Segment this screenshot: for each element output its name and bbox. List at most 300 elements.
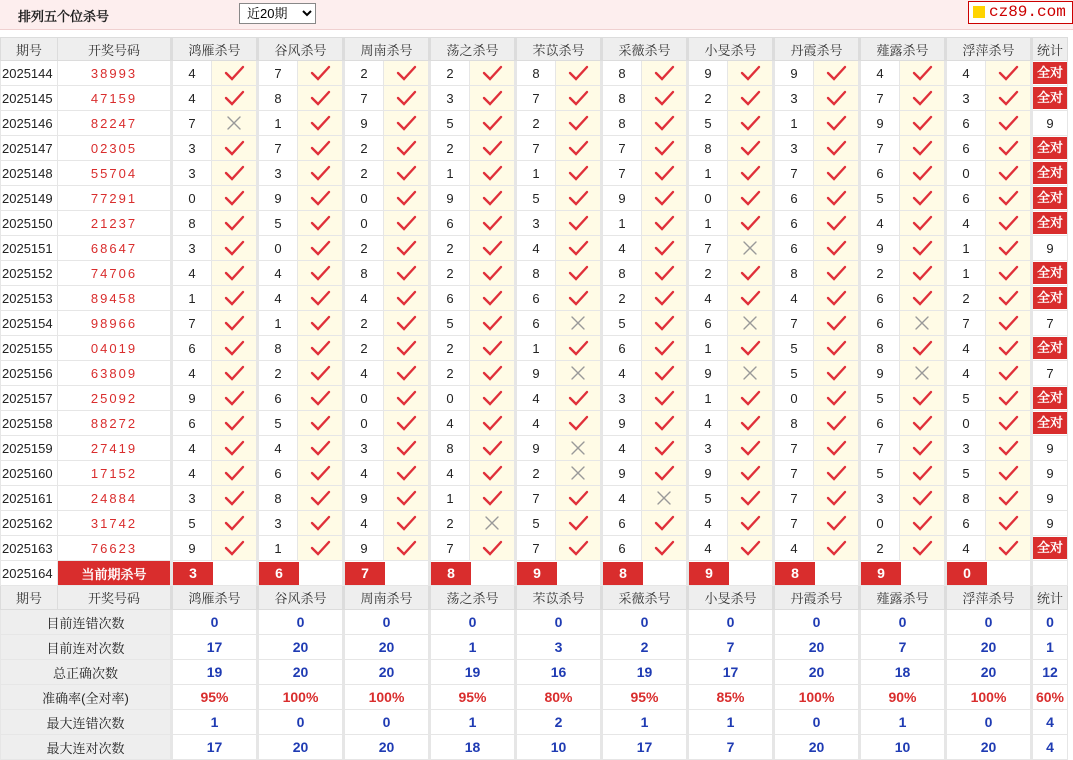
- kill-number: 4: [258, 286, 298, 311]
- result-mark: [470, 161, 516, 186]
- result-mark: [470, 311, 516, 336]
- result-mark: [814, 386, 860, 411]
- check-icon: [653, 514, 675, 532]
- check-icon: [739, 214, 761, 232]
- kill-number: 3: [860, 486, 900, 511]
- stat-cell: [1032, 111, 1068, 136]
- result-mark: [470, 211, 516, 236]
- summary-value: 0: [602, 610, 688, 635]
- check-icon: [997, 164, 1019, 182]
- header-expert: 鸿雁杀号: [172, 586, 258, 610]
- summary-row: [1, 660, 1068, 685]
- kill-number: 4: [172, 86, 212, 111]
- summary-value: 0: [860, 610, 946, 635]
- check-icon: [395, 439, 417, 457]
- result-mark: [556, 136, 602, 161]
- winning-number: 17152: [58, 461, 172, 486]
- stat-value: 9: [1046, 440, 1054, 456]
- result-mark: [900, 336, 946, 361]
- kill-number: 6: [774, 186, 814, 211]
- result-mark: [556, 286, 602, 311]
- summary-value: 16: [516, 660, 602, 685]
- kill-number: 4: [946, 336, 986, 361]
- check-icon: [223, 489, 245, 507]
- kill-number: 7: [774, 161, 814, 186]
- kill-number: 0: [344, 211, 384, 236]
- result-mark: [814, 486, 860, 511]
- check-icon: [567, 89, 589, 107]
- check-icon: [395, 139, 417, 157]
- check-icon: [825, 264, 847, 282]
- result-mark: [384, 311, 430, 336]
- kill-number: 7: [516, 536, 556, 561]
- check-icon: [911, 414, 933, 432]
- result-mark: [728, 236, 774, 261]
- kill-number: 6: [602, 511, 642, 536]
- kill-number: 4: [602, 486, 642, 511]
- cross-icon: [739, 314, 761, 332]
- kill-number: 0: [946, 411, 986, 436]
- check-icon: [309, 239, 331, 257]
- result-mark: [642, 361, 688, 386]
- check-icon: [997, 139, 1019, 157]
- result-mark: [556, 511, 602, 536]
- all-correct-badge: 全对: [1033, 137, 1067, 159]
- kill-number: 0: [688, 186, 728, 211]
- kill-number: 7: [774, 461, 814, 486]
- all-correct-badge: 全对: [1033, 162, 1067, 184]
- kill-number: 6: [172, 411, 212, 436]
- result-mark: [642, 311, 688, 336]
- summary-value: 85%: [688, 685, 774, 710]
- check-icon: [567, 114, 589, 132]
- check-icon: [567, 264, 589, 282]
- result-mark: [728, 161, 774, 186]
- result-mark: [212, 461, 258, 486]
- issue-number: 2025144: [1, 61, 58, 86]
- issue-number: 2025148: [1, 161, 58, 186]
- check-icon: [997, 464, 1019, 482]
- kill-number: 4: [172, 261, 212, 286]
- result-mark: [728, 361, 774, 386]
- check-icon: [481, 539, 503, 557]
- kill-number: 8: [516, 61, 556, 86]
- check-icon: [223, 364, 245, 382]
- kill-number: 2: [430, 511, 470, 536]
- summary-label: 最大连对次数: [1, 735, 172, 760]
- summary-row: [1, 735, 1068, 760]
- kill-number: 8: [602, 86, 642, 111]
- winning-number: 27419: [58, 436, 172, 461]
- result-mark: [900, 236, 946, 261]
- current-kill-number: 8: [603, 562, 643, 585]
- result-mark: [384, 211, 430, 236]
- kill-number: 2: [860, 536, 900, 561]
- result-mark: [556, 361, 602, 386]
- issue-number: 2025151: [1, 236, 58, 261]
- kill-number: 1: [688, 386, 728, 411]
- header-expert: 浮萍杀号: [946, 586, 1032, 610]
- kill-number: 6: [430, 286, 470, 311]
- result-mark: [298, 236, 344, 261]
- check-icon: [223, 64, 245, 82]
- result-mark: [212, 311, 258, 336]
- check-icon: [223, 539, 245, 557]
- result-mark: [900, 511, 946, 536]
- kill-number: 8: [258, 336, 298, 361]
- kill-number: 4: [774, 286, 814, 311]
- site-logo[interactable]: [968, 1, 1073, 24]
- issue-number: 2025155: [1, 336, 58, 361]
- result-mark: [642, 536, 688, 561]
- check-icon: [395, 164, 417, 182]
- stat-cell: [1032, 461, 1068, 486]
- check-icon: [223, 439, 245, 457]
- stat-cell: [1032, 286, 1068, 311]
- kill-number: 0: [258, 236, 298, 261]
- result-mark: [900, 136, 946, 161]
- summary-value: 0: [258, 610, 344, 635]
- check-icon: [739, 89, 761, 107]
- kill-number: 7: [344, 86, 384, 111]
- check-icon: [567, 539, 589, 557]
- stat-cell: [1032, 386, 1068, 411]
- stat-value: 9: [1046, 490, 1054, 506]
- result-mark: [556, 61, 602, 86]
- summary-value: 7: [860, 635, 946, 660]
- summary-value: 20: [344, 635, 430, 660]
- check-icon: [395, 389, 417, 407]
- kill-number: 5: [516, 186, 556, 211]
- header-expert: 小旻杀号: [688, 38, 774, 61]
- kill-number: 1: [172, 286, 212, 311]
- result-mark: [986, 236, 1032, 261]
- kill-number: 3: [602, 386, 642, 411]
- kill-number: 4: [774, 536, 814, 561]
- stat-cell: [1032, 61, 1068, 86]
- check-icon: [309, 539, 331, 557]
- kill-number: 6: [516, 286, 556, 311]
- check-icon: [739, 489, 761, 507]
- issue-number: 2025157: [1, 386, 58, 411]
- check-icon: [739, 264, 761, 282]
- kill-number: 4: [602, 236, 642, 261]
- table-row: [1, 161, 1068, 186]
- kill-number: 8: [258, 86, 298, 111]
- result-mark: [986, 311, 1032, 336]
- header-expert: 荡之杀号: [430, 586, 516, 610]
- summary-stat: 1: [1032, 635, 1068, 660]
- kill-number: 5: [258, 211, 298, 236]
- result-mark: [556, 436, 602, 461]
- stat-cell: [1032, 161, 1068, 186]
- result-mark: [384, 236, 430, 261]
- kill-number: 5: [430, 111, 470, 136]
- summary-value: 20: [946, 660, 1032, 685]
- result-mark: [814, 511, 860, 536]
- kill-number: 4: [172, 361, 212, 386]
- summary-value: 20: [946, 635, 1032, 660]
- check-icon: [739, 189, 761, 207]
- check-icon: [395, 239, 417, 257]
- kill-number: 4: [688, 536, 728, 561]
- kill-number: 7: [258, 136, 298, 161]
- result-mark: [986, 436, 1032, 461]
- header-winning: 开奖号码: [58, 586, 172, 610]
- check-icon: [223, 189, 245, 207]
- check-icon: [481, 114, 503, 132]
- result-mark: [212, 511, 258, 536]
- kill-number: 6: [258, 386, 298, 411]
- kill-number: 4: [430, 461, 470, 486]
- stat-cell: [1032, 311, 1068, 336]
- kill-number: 4: [516, 236, 556, 261]
- period-select[interactable]: [239, 3, 316, 24]
- stat-value: 7: [1046, 365, 1054, 381]
- kill-number: 2: [688, 86, 728, 111]
- issue-number: 2025159: [1, 436, 58, 461]
- check-icon: [911, 289, 933, 307]
- all-correct-badge: 全对: [1033, 187, 1067, 209]
- result-mark: [384, 86, 430, 111]
- result-mark: [470, 411, 516, 436]
- result-mark: [212, 86, 258, 111]
- check-icon: [223, 314, 245, 332]
- kill-number: 1: [946, 261, 986, 286]
- check-icon: [739, 164, 761, 182]
- result-mark: [470, 486, 516, 511]
- table-row: [1, 236, 1068, 261]
- kill-number: 7: [688, 236, 728, 261]
- result-mark: [728, 136, 774, 161]
- result-mark: [986, 161, 1032, 186]
- check-icon: [911, 214, 933, 232]
- kill-number: 1: [774, 111, 814, 136]
- check-icon: [911, 439, 933, 457]
- result-mark: [384, 161, 430, 186]
- check-icon: [739, 139, 761, 157]
- kill-number: 6: [860, 286, 900, 311]
- check-icon: [395, 189, 417, 207]
- kill-number: 8: [344, 261, 384, 286]
- result-mark: [470, 61, 516, 86]
- check-icon: [739, 439, 761, 457]
- check-icon: [653, 389, 675, 407]
- result-mark: [384, 511, 430, 536]
- winning-number: 68647: [58, 236, 172, 261]
- result-mark: [814, 336, 860, 361]
- result-mark: [642, 261, 688, 286]
- result-mark: [900, 261, 946, 286]
- result-mark: [556, 261, 602, 286]
- stat-cell: [1032, 136, 1068, 161]
- cross-icon: [911, 314, 933, 332]
- kill-number: 6: [860, 411, 900, 436]
- result-mark: [986, 411, 1032, 436]
- result-mark: [212, 186, 258, 211]
- summary-value: 17: [172, 635, 258, 660]
- result-mark: [298, 61, 344, 86]
- result-mark: [986, 386, 1032, 411]
- result-mark: [212, 261, 258, 286]
- summary-value: 0: [774, 710, 860, 735]
- issue-number: 2025160: [1, 461, 58, 486]
- result-mark: [986, 86, 1032, 111]
- kill-number: 7: [430, 536, 470, 561]
- current-kill-cell: [344, 561, 430, 586]
- check-icon: [825, 139, 847, 157]
- stat-cell: [1032, 261, 1068, 286]
- result-mark: [556, 236, 602, 261]
- header-expert: 采薇杀号: [602, 38, 688, 61]
- check-icon: [223, 514, 245, 532]
- check-icon: [395, 264, 417, 282]
- header-expert: 芣苡杀号: [516, 38, 602, 61]
- result-mark: [986, 511, 1032, 536]
- result-mark: [728, 61, 774, 86]
- summary-value: 2: [602, 635, 688, 660]
- result-mark: [642, 486, 688, 511]
- kill-number: 9: [602, 411, 642, 436]
- result-mark: [470, 436, 516, 461]
- kill-number: 5: [172, 511, 212, 536]
- check-icon: [223, 414, 245, 432]
- result-mark: [814, 361, 860, 386]
- kill-number: 4: [860, 211, 900, 236]
- check-icon: [395, 464, 417, 482]
- result-mark: [212, 211, 258, 236]
- result-mark: [728, 486, 774, 511]
- current-kill-cell: [258, 561, 344, 586]
- check-icon: [911, 114, 933, 132]
- check-icon: [739, 464, 761, 482]
- winning-number: 76623: [58, 536, 172, 561]
- check-icon: [567, 214, 589, 232]
- kill-number: 2: [344, 236, 384, 261]
- kill-number: 7: [602, 161, 642, 186]
- check-icon: [997, 489, 1019, 507]
- summary-label: 目前连错次数: [1, 610, 172, 635]
- kill-number: 3: [774, 86, 814, 111]
- current-kill-number: 9: [689, 562, 729, 585]
- result-mark: [814, 436, 860, 461]
- table-row: [1, 211, 1068, 236]
- kill-number: 9: [516, 436, 556, 461]
- kill-number: 2: [688, 261, 728, 286]
- result-mark: [298, 511, 344, 536]
- result-mark: [814, 111, 860, 136]
- header-issue: 期号: [1, 38, 58, 61]
- table-row: [1, 486, 1068, 511]
- table-row: [1, 111, 1068, 136]
- stat-cell: [1032, 186, 1068, 211]
- kill-number: 2: [430, 61, 470, 86]
- check-icon: [997, 64, 1019, 82]
- current-kill-number: 8: [431, 562, 471, 585]
- check-icon: [395, 489, 417, 507]
- current-kill-number: 0: [947, 562, 987, 585]
- kill-number: 2: [602, 286, 642, 311]
- kill-number: 8: [946, 486, 986, 511]
- check-icon: [739, 514, 761, 532]
- result-mark: [298, 136, 344, 161]
- summary-stat: 4: [1032, 710, 1068, 735]
- check-icon: [911, 264, 933, 282]
- summary-stat: 4: [1032, 735, 1068, 760]
- kill-number: 4: [430, 411, 470, 436]
- result-mark: [212, 111, 258, 136]
- result-mark: [642, 161, 688, 186]
- kill-number: 4: [688, 511, 728, 536]
- issue-number: 2025147: [1, 136, 58, 161]
- issue-number: 2025156: [1, 361, 58, 386]
- result-mark: [298, 486, 344, 511]
- check-icon: [825, 389, 847, 407]
- table-row: [1, 461, 1068, 486]
- kill-number: 6: [602, 536, 642, 561]
- check-icon: [911, 514, 933, 532]
- cross-icon: [567, 439, 589, 457]
- current-label: 当前期杀号: [58, 561, 172, 586]
- result-mark: [900, 386, 946, 411]
- summary-value: 1: [602, 710, 688, 735]
- result-mark: [642, 86, 688, 111]
- check-icon: [825, 239, 847, 257]
- check-icon: [739, 414, 761, 432]
- kill-number: 7: [602, 136, 642, 161]
- kill-number: 8: [172, 211, 212, 236]
- header-expert: 薤露杀号: [860, 38, 946, 61]
- current-kill-number: 7: [345, 562, 385, 585]
- check-icon: [653, 289, 675, 307]
- check-icon: [567, 339, 589, 357]
- result-mark: [728, 186, 774, 211]
- summary-value: 100%: [258, 685, 344, 710]
- kill-number: 8: [774, 411, 814, 436]
- kill-number: 7: [946, 311, 986, 336]
- kill-number: 1: [688, 161, 728, 186]
- winning-number: 89458: [58, 286, 172, 311]
- kill-number: 3: [946, 436, 986, 461]
- result-mark: [384, 336, 430, 361]
- result-mark: [212, 436, 258, 461]
- kill-number: 7: [172, 111, 212, 136]
- check-icon: [567, 414, 589, 432]
- result-mark: [298, 311, 344, 336]
- result-mark: [986, 486, 1032, 511]
- check-icon: [309, 114, 331, 132]
- kill-number: 0: [774, 386, 814, 411]
- result-mark: [728, 436, 774, 461]
- result-mark: [986, 461, 1032, 486]
- check-icon: [653, 464, 675, 482]
- check-icon: [567, 489, 589, 507]
- kill-number: 4: [258, 436, 298, 461]
- summary-value: 3: [516, 635, 602, 660]
- check-icon: [223, 264, 245, 282]
- result-mark: [900, 211, 946, 236]
- check-icon: [825, 214, 847, 232]
- cross-icon: [911, 364, 933, 382]
- header-expert: 荡之杀号: [430, 38, 516, 61]
- result-mark: [556, 336, 602, 361]
- check-icon: [739, 339, 761, 357]
- check-icon: [997, 239, 1019, 257]
- result-mark: [728, 261, 774, 286]
- result-mark: [384, 286, 430, 311]
- issue-number: 2025163: [1, 536, 58, 561]
- kill-number: 7: [860, 136, 900, 161]
